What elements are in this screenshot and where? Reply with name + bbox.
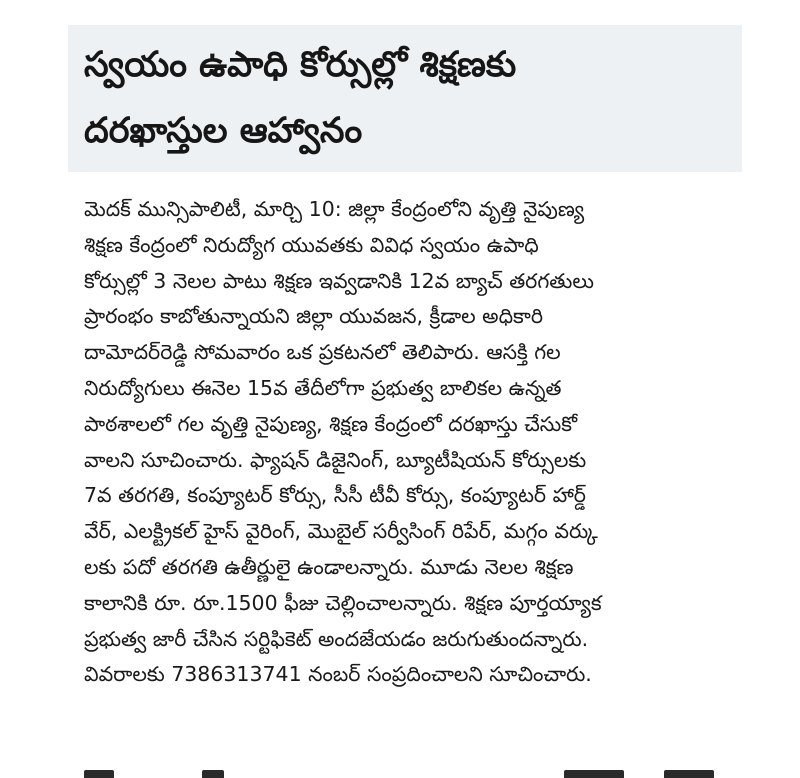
body-line: ప్రారంభం కాబోతున్నాయని జిల్లా యువజన, క్రీడాల అధికారి [84, 304, 543, 329]
body-line: మెదక్ మున్సిపాలిటీ, మార్చి 10: జిల్లా కేంద్రంలోని వృత్తి నైపుణ్య [84, 197, 585, 221]
body-line: కాలానికి రూ. రూ.1500 ఫీజు చెల్లించాలన్నారు. శిక్షణ పూర్తయ్యాక [84, 590, 602, 615]
body-line: లకు పదో తరగతి ఉతీర్ణులై ఉండాలన్నారు. మూడు నెలల శిక్షణ [84, 554, 574, 579]
body-line: ప్రభుత్వ జారీ చేసిన సర్టిఫికెట్ అందజేయడం జరుగుతుందన్నారు. [84, 626, 589, 651]
body-line: 7వ తరగతి, కంప్యూటర్ కోర్సు, సీసీ టీవీ కోర్సు, కంప్యూటర్ హార్డ్ [84, 483, 586, 508]
headline-line-1: స్వయం ఉపాధి కోర్సుల్లో శిక్షణకు [84, 45, 517, 85]
body-line: వేర్, ఎలక్ట్రికల్ హైస్ వైరింగ్, మొబైల్ సర్వీసింగ్ రిపేర్, మగ్గం వర్కు [84, 519, 598, 544]
body-line: పాఠశాలలో గల వృత్తి నైపుణ్య, శిక్షణ కేంద్రంలో దరఖాస్తు చేసుకో [84, 411, 578, 436]
body-line: వాలని సూచించారు. ఫ్యాషన్ డిజైనింగ్, బ్యూటీషియన్ కోర్సులకు [84, 447, 587, 472]
body-line: కోర్సుల్లో 3 నెలల పాటు శిక్షణ ఇవ్వడానికి 12వ బ్యాచ్ తరగతులు [84, 268, 594, 293]
body-line: శిక్షణ కేంద్రంలో నిరుద్యోగ యువతకు వివిధ స్వయం ఉపాధి [84, 232, 539, 257]
article-body [84, 192, 744, 693]
body-line: నిరుద్యోగులు ఈనెల 15వ తేదీలోగా ప్రభుత్వ బాలికల ఉన్నత [84, 375, 562, 400]
body-line: వివరాలకు 7386313741 నంబర్ సంప్రదించాలని సూచించారు. [84, 662, 592, 687]
headline-line-2: దరఖాస్తుల ఆహ్వానం [84, 111, 363, 151]
body-line: దామోదర్‌రెడ్డి సోమవారం ఒక ప్రకటనలో తెలిపారు. ఆసక్తి గల [84, 340, 561, 365]
next-article-cutoff [84, 766, 724, 778]
